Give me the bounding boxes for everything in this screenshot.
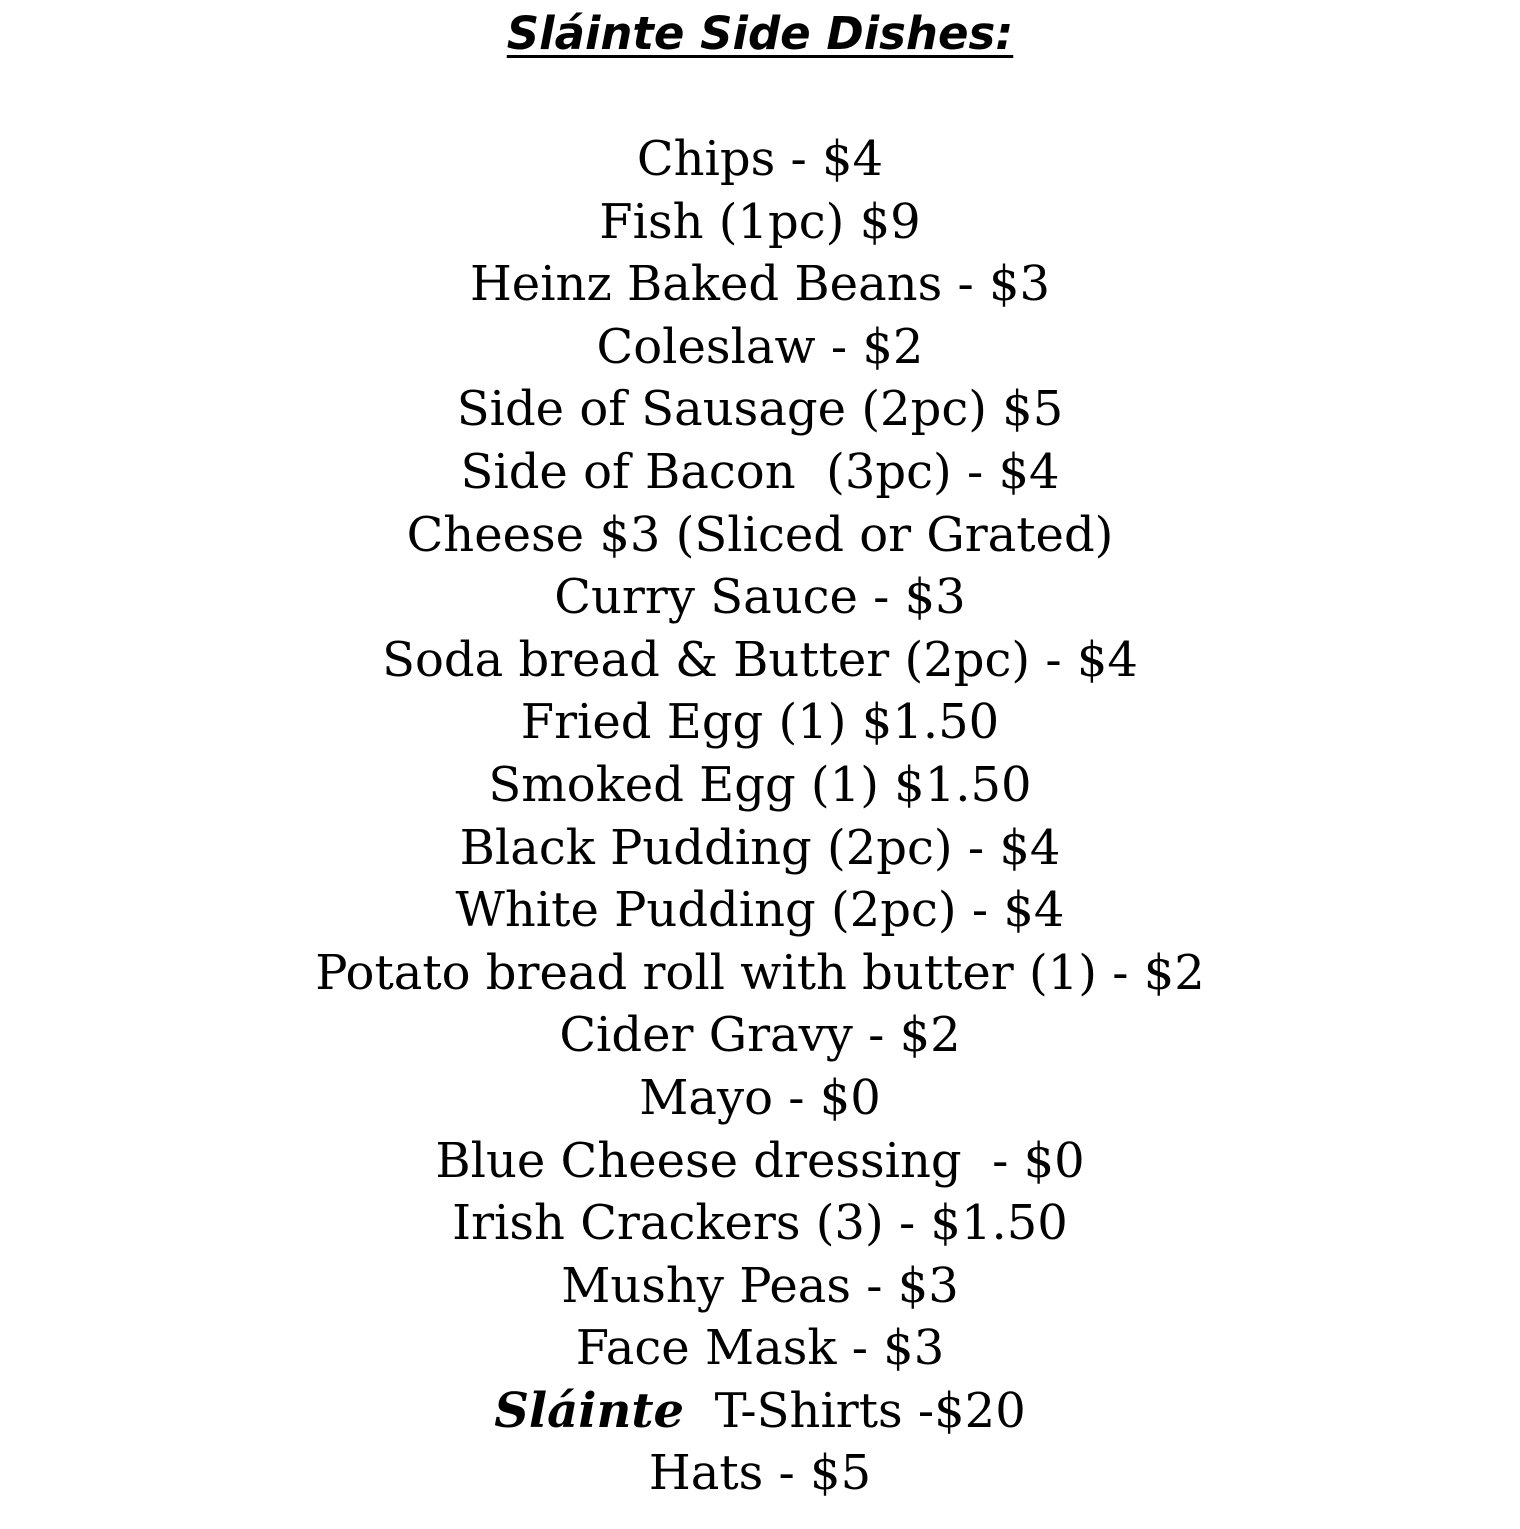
list-item: Side of Sausage (2pc) $5 bbox=[456, 381, 1064, 438]
list-item: Mayo - $0 bbox=[639, 1069, 881, 1126]
tshirts-item bbox=[0, 1380, 1520, 1443]
list-item: Blue Cheese dressing - $0 bbox=[435, 1132, 1085, 1189]
list-item: Mushy Peas - $3 bbox=[561, 1257, 959, 1314]
list-item: Cider Gravy - $2 bbox=[559, 1007, 961, 1064]
tshirts-brand: Sláinte bbox=[494, 1382, 685, 1439]
list-item: White Pudding (2pc) - $4 bbox=[455, 882, 1065, 939]
list-item: Chips - $4 bbox=[636, 131, 884, 187]
list-item: Fried Egg (1) $1.50 bbox=[520, 694, 1000, 751]
side-dishes-list bbox=[0, 128, 1520, 1505]
list-item: Black Pudding (2pc) - $4 bbox=[459, 819, 1061, 876]
list-item: Side of Bacon (3pc) - $4 bbox=[460, 443, 1060, 500]
list-item: Fish (1pc) $9 bbox=[599, 193, 921, 250]
list-item: Potato bread roll with butter (1) - $2 bbox=[315, 944, 1205, 1001]
list-item: Cheese $3 (Sliced or Grated) bbox=[406, 506, 1114, 563]
page-title: Sláinte Side Dishes: bbox=[506, 7, 1014, 60]
hats-item: Hats - $5 bbox=[648, 1445, 872, 1502]
list-item: Heinz Baked Beans - $3 bbox=[469, 256, 1051, 313]
list-item: Smoked Egg (1) $1.50 bbox=[488, 756, 1032, 813]
list-item: Soda bread & Butter (2pc) - $4 bbox=[382, 631, 1138, 688]
list-item: Coleslaw - $2 bbox=[596, 318, 924, 375]
list-item: Curry Sauce - $3 bbox=[554, 569, 966, 626]
tshirts-label: T-Shirts -$20 bbox=[684, 1382, 1026, 1439]
list-item: Irish Crackers (3) - $1.50 bbox=[452, 1195, 1068, 1252]
list-item: Face Mask - $3 bbox=[575, 1320, 945, 1377]
